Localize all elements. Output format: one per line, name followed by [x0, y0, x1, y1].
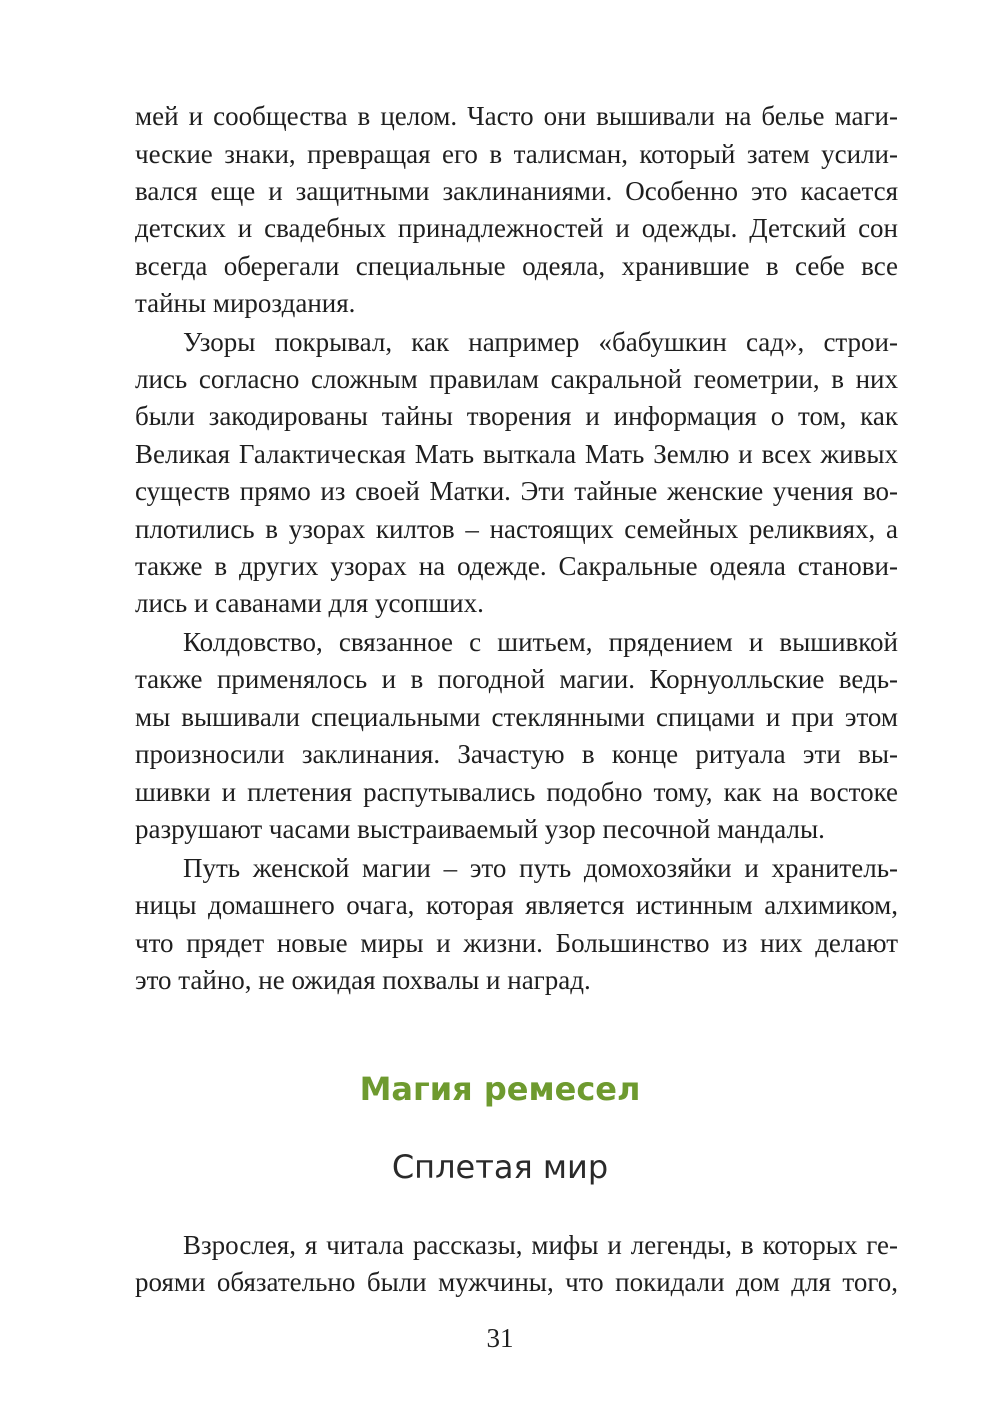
body-line: детских и свадебных принадлежностей и одежды. Детский сон: [135, 213, 898, 243]
body-line: тайны мироздания.: [135, 288, 356, 318]
body-line: роями обязательно были мужчины, что покидали дом для того,: [135, 1267, 898, 1297]
body-line: Путь женской магии – это путь домохозяйки и хранитель-: [183, 853, 898, 883]
body-line: ческие знаки, превращая его в талисман, который затем усили-: [135, 139, 898, 169]
section-subtitle: Сплетая мир: [391, 1148, 609, 1186]
body-line: шивки и плетения распутывались подобно тому, как на востоке: [135, 777, 898, 807]
body-line: вался еще и защитными заклинаниями. Особенно это касается: [135, 176, 898, 206]
body-line: лись и саванами для усопших.: [135, 588, 484, 618]
body-line: что прядет новые миры и жизни. Большинство из них делают: [135, 928, 898, 958]
body-line: Узоры покрывал, как например «бабушкин сад», строи-: [183, 327, 898, 357]
body-line: мей и сообщества в целом. Часто они вышивали на белье маги-: [135, 101, 898, 131]
body-line: существ прямо из своей Матки. Эти тайные женские учения во-: [135, 476, 898, 506]
body-line: также в других узорах на одежде. Сакральные одеяла станови-: [135, 551, 898, 581]
page-number: 31: [486, 1323, 514, 1353]
body-line: произносили заклинания. Зачастую в конце ритуала эти вы-: [135, 739, 898, 769]
section-title: Магия ремесел: [359, 1070, 641, 1108]
body-line: были закодированы тайны творения и информация о том, как: [135, 401, 898, 431]
body-line: мы вышивали специальными стеклянными спицами и при этом: [135, 702, 898, 732]
body-line: это тайно, не ожидая похвалы и наград.: [135, 965, 591, 995]
body-line: Взрослея, я читала рассказы, мифы и легенды, в которых ге-: [183, 1230, 898, 1260]
body-line: лись согласно сложным правилам сакральной геометрии, в них: [135, 364, 898, 394]
body-line: Великая Галактическая Мать выткала Мать Землю и всех живых: [135, 439, 898, 469]
body-line: Колдовство, связанное с шитьем, прядением и вышивкой: [183, 627, 898, 657]
body-line: ницы домашнего очага, которая является истинным алхимиком,: [135, 890, 898, 920]
body-line: разрушают часами выстраиваемый узор песочной мандалы.: [135, 814, 825, 844]
body-line: плотились в узорах килтов – настоящих семейных реликвиях, а: [135, 514, 898, 544]
body-line: также применялось и в погодной магии. Корнуолльские ведь-: [135, 664, 898, 694]
body-line: всегда оберегали специальные одеяла, хранившие в себе все: [135, 251, 898, 281]
